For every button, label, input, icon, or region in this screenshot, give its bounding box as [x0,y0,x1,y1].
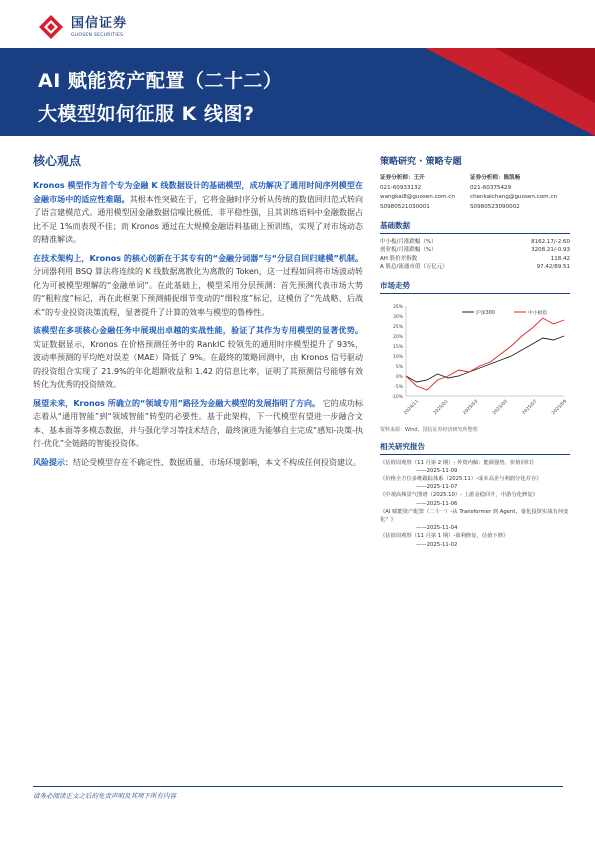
banner-decoration [345,48,595,136]
analyst-phone: 021-60933132 [380,184,422,191]
disclaimer-note: 请务必阅读正文之后的免责声明及其项下所有内容 [33,792,176,800]
analyst-name: 证券分析师：陈凯畅 [470,175,521,181]
x-tick-label: 2025/01 [432,398,450,416]
logo-cn-text: 国信证券 [71,16,128,31]
y-tick-label: 10% [392,354,403,360]
related-report-item[interactable] [380,475,570,491]
paragraph-text: 结论受模型存在不确定性、数据质量、市场环境影响，本文不构成任何投资建议。 [73,457,361,467]
basic-data-label: A 股总/流通市值（万亿元） [380,264,448,271]
logo-en-text: GUOSEN SECURITIES [71,33,124,38]
related-reports-title: 相关研究报告 [380,441,570,455]
paragraph-text: 实证数据显示，Kronos 在价格预测任务中的 RankIC 较领先的通用时序模型提升了 93%，波动率预测的平均绝对误差（MAE）降低了 9%。在最终的策略回测中，由 Kronos 信号驱动的投资组合实现了 21.9%的年化超额收益和 1.42 的信息比率，证明了其预测信号能够有效转化为优秀的投资绩效。 [33,339,363,389]
basic-data-label: 创业板/月涨跌幅（%） [380,247,437,254]
legend-label: 中小板指 [528,310,548,316]
y-tick-label: 25% [392,324,403,330]
logo [36,12,127,42]
basic-data-row [380,263,570,271]
basic-data-value: 3208.21/-0.93 [531,247,570,254]
related-report-item[interactable] [380,532,570,548]
y-tick-label: 15% [392,344,403,350]
basic-data-row [380,246,570,254]
core-paragraph [33,324,363,392]
paragraph-text: 其根本性突破在于，它将金融时序分析从传统的数值回归范式转向了语言建模范式。通用模型因金融数据信噪比极低、非平稳性强，且其训练语料中金融数据占比不足 1%而表现不佳；而 Kronos 通过在大规模金融语料基础上预训练，实现了对市场动态的精准解读。 [33,194,364,244]
core-views-title: 核心观点 [33,154,82,168]
x-tick-label: 2025/05 [492,398,509,416]
core-paragraph [33,252,363,320]
paragraph-highlight: Kronos 模型作为首个专为金融 K 线数据设计的基础模型，成功解决了通用时间序列模型在金融市场中的适应性难题。 [33,181,363,204]
core-paragraph [33,397,363,451]
related-report-item[interactable] [380,491,570,507]
paragraph-text: 分词器利用 BSQ 算法将连续的 K 线数据离散化为离散的 Token，这一过程如同将市场波动转化为可被模型理解的“金融单词”。在此基础上，模型采用分层预测：首先预测代表市场大势的“粗粒度”标记，再在此框架下预测捕捉细节变动的“细粒度”标记，这模仿了“先战略、后战术”的专业投资决策流程，显著提升了计算的效率与模型的鲁棒性。 [33,267,363,317]
analyst-phone: 021-60375429 [470,184,512,191]
x-tick-label: 2025/07 [521,398,539,416]
y-tick-label: 5% [395,364,403,370]
related-report-date: ——2025-11-06 [416,500,458,507]
paragraph-highlight: 展望未来，Kronos 所确立的“领域专用”路径为金融大模型的发展指明了方向。 [33,398,321,408]
basic-data-row [380,238,570,246]
series-line [406,318,564,390]
paragraph-highlight: 该模型在多项核心金融任务中展现出卓越的实战性能，验证了其作为专用模型的显著优势。 [33,326,363,335]
series-line [406,336,564,382]
analyst-email[interactable]: wangkai8@guosen.com.cn [380,194,455,200]
analysts-block [380,174,570,212]
y-tick-label: 0% [395,374,403,380]
y-tick-label: 35% [392,304,403,310]
report-title-line2: 大模型如何征服 K 线图? [38,103,255,125]
x-tick-label: 2024/11 [403,398,421,416]
related-report-title[interactable]: 《估值周观察（11 月第 1 期）-盈利修复，估值下修》 [380,533,509,540]
basic-data-value: 8162.17/-2.60 [531,239,570,245]
analyst-cert: S0980523090002 [470,203,520,210]
core-paragraph [33,179,363,247]
related-report-date: ——2025-11-09 [416,467,458,474]
analyst-card [470,174,560,212]
market-trend-title: 市场走势 [380,280,570,294]
report-category: 策略研究 · 策略专题 [380,157,462,167]
report-title-line1: AI 赋能资产配置（二十二） [38,70,283,92]
related-report-title[interactable]: 《价格全方位多维跟踪体系（2025.11）-成本高企与利润分化并存》 [380,476,542,483]
core-paragraph [33,456,363,470]
x-tick-label: 2025/09 [551,398,569,416]
analyst-cert: S0980521030001 [380,203,430,210]
paragraph-text: 它的成功标志着从“通用智能”到“领域智能”转型的必要性。基于此架构，下一代模型有望进一步融合文本、基本面等多模态数据，并与强化学习等技术结合，最终演进为能够自主完成“感知-决策-执行-优化”全链路的智能投资体。 [33,398,363,448]
basic-data-row [380,255,570,263]
y-tick-label: -10% [391,394,403,400]
guosen-logo-icon [36,12,66,42]
y-tick-label: 30% [392,314,403,320]
chart-source: 资料来源：Wind、国信证券经济研究所整理 [380,426,478,433]
basic-data-label: AH 股价差指数 [380,255,418,262]
related-report-item[interactable] [380,459,570,475]
related-report-title[interactable]: 《AI 赋能资产配置（二十一）-从 Transformer 到 Agent，量化投资实战有何变化？》 [380,508,569,524]
related-report-title[interactable]: 《中观高频景气图谱（2025.10）- 上游金稳回升，中游分化修复》 [380,492,538,499]
title-banner [0,48,595,136]
analyst-email[interactable]: chenkaichang@guosen.com.cn [470,194,558,200]
basic-data-title: 基础数据 [380,220,570,234]
y-tick-label: 20% [392,334,403,340]
related-report-item[interactable] [380,508,570,533]
market-trend-chart [380,300,570,420]
basic-data-label: 中小板/月涨跌幅（%） [380,239,437,245]
related-report-title[interactable]: 《估值周观察（11 月第 2 期）- 外资内稿：能源强势，价值回归》 [380,459,537,466]
sidebar [380,154,570,549]
header [0,0,595,48]
paragraph-highlight: 风险提示： [33,457,73,467]
footer [33,786,563,800]
basic-data-value: 118.42 [550,255,570,262]
basic-data-value: 97.42/89.51 [536,264,570,271]
x-tick-label: 2025/03 [462,398,480,416]
y-tick-label: -5% [394,384,403,390]
analyst-card [380,174,470,212]
related-report-date: ——2025-11-04 [416,525,458,532]
related-report-date: ——2025-11-02 [416,541,458,548]
legend-label: 沪深300 [476,310,495,316]
analyst-name: 证券分析师：王开 [380,175,425,181]
paragraph-highlight: 在技术架构上，Kronos 的核心创新在于其专有的“金融分词器”与“分层自回归建模”机制。 [33,253,363,263]
core-views-section [33,152,363,474]
related-report-date: ——2025-11-07 [416,484,458,491]
